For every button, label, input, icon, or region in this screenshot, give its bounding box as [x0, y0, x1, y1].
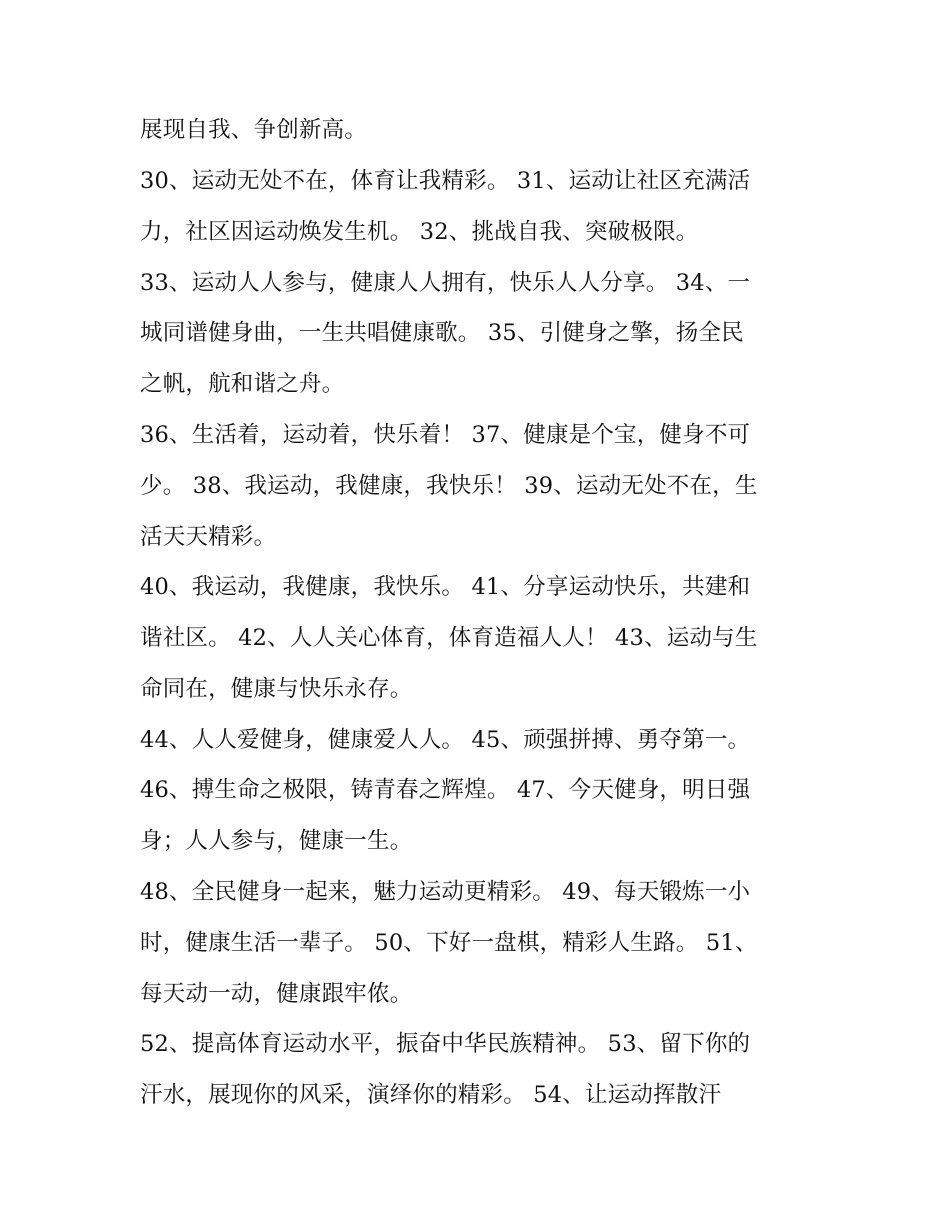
text-line-7: 36、生活着，运动着，快乐着！ 37、健康是个宝，健身不可	[140, 422, 751, 448]
text-line-10: 40、我运动，我健康，我快乐。 41、分享运动快乐，共建和	[140, 574, 751, 600]
text-line-19: 52、提高体育运动水平，振奋中华民族精神。 53、留下你的	[140, 1031, 751, 1057]
text-line-9: 活天天精彩。	[140, 524, 277, 550]
text-line-8: 少。 38、我运动，我健康，我快乐！ 39、运动无处不在，生	[140, 473, 758, 499]
text-line-15: 身；人人参与，健康一生。	[140, 828, 413, 854]
text-line-14: 46、搏生命之极限，铸青春之辉煌。 47、今天健身，明日强	[140, 777, 751, 803]
text-line-20: 汗水，展现你的风采，演绎你的精彩。 54、让运动挥散汗	[140, 1082, 722, 1108]
text-line-1: 展现自我、争创新高。	[140, 117, 368, 143]
text-line-13: 44、人人爱健身，健康爱人人。 45、顽强拼搏、勇夺第一。	[140, 727, 751, 753]
text-line-2: 30、运动无处不在，体育让我精彩。 31、运动让社区充满活	[140, 168, 751, 194]
text-line-18: 每天动一动，健康跟牢侬。	[140, 981, 413, 1007]
text-line-4: 33、运动人人参与，健康人人拥有，快乐人人分享。 34、一	[140, 270, 751, 296]
text-line-17: 时，健康生活一辈子。 50、下好一盘棋，精彩人生路。 51、	[140, 930, 758, 956]
text-line-5: 城同谱健身曲，一生共唱健康歌。 35、引健身之擎，扬全民	[140, 320, 744, 346]
text-line-11: 谐社区。 42、人人关心体育，体育造福人人！ 43、运动与生	[140, 625, 758, 651]
text-line-12: 命同在，健康与快乐永存。	[140, 676, 413, 702]
text-line-6: 之帆，航和谐之舟。	[140, 371, 345, 397]
text-line-3: 力，社区因运动焕发生机。 32、挑战自我、突破极限。	[140, 219, 699, 245]
text-line-16: 48、全民健身一起来，魅力运动更精彩。 49、每天锻炼一小	[140, 879, 751, 905]
